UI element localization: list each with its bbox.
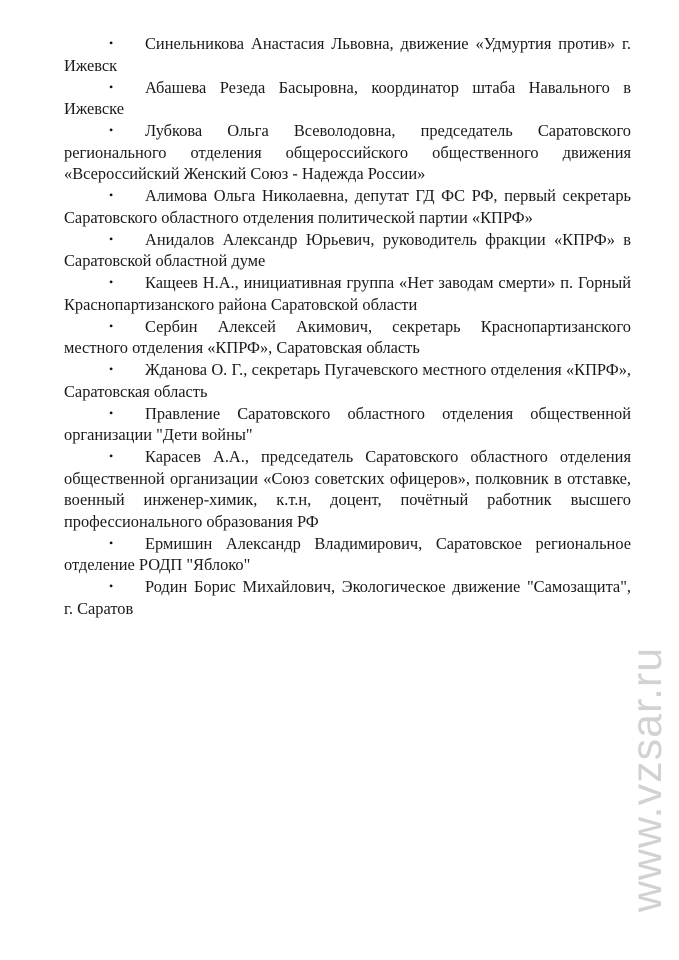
list-item — [64, 446, 631, 532]
bullet-icon: • — [109, 579, 114, 593]
bullet-icon: • — [109, 79, 114, 94]
bullet-icon: • — [109, 275, 114, 289]
bullet-icon: • — [109, 449, 114, 463]
bullet-icon: • — [109, 188, 114, 202]
signatory-text: Сербин Алексей Акимович, секретарь Краснопартизанского местного отделения «КПРФ», Саратовская область — [64, 316, 631, 357]
bullet-icon: • — [109, 231, 114, 246]
signatory-text: Анидалов Александр Юрьевич, руководитель фракции «КПРФ» в Саратовской областной думе — [64, 229, 631, 270]
list-item — [64, 316, 631, 359]
signatory-text: Ермишин Александр Владимирович, Саратовское региональное отделение РОДП "Яблоко" — [64, 533, 631, 574]
list-item — [64, 533, 631, 576]
signatory-text: Синельникова Анастасия Львовна, движение «Удмуртия против» г. Ижевск — [64, 34, 631, 75]
signatory-text: Карасев А.А., председатель Саратовского областного отделения общественной организации «Союз советских офицеров», полковник в отставке, военный инженер-химик, к.т.н, доцент, почётный работник высшего профессионального образования РФ — [64, 447, 631, 531]
list-item — [64, 359, 631, 402]
bullet-icon: • — [109, 318, 114, 333]
signatory-text: Правление Саратовского областного отделения общественной организации "Дети войны" — [64, 403, 631, 444]
list-item — [64, 77, 631, 120]
list-item — [64, 120, 631, 185]
bullet-icon: • — [109, 535, 114, 550]
signatory-text: Жданова О. Г., секретарь Пугачевского местного отделения «КПРФ», Саратовская область — [64, 360, 631, 401]
list-item — [64, 33, 631, 76]
signatory-text: Абашева Резеда Басыровна, координатор штаба Навального в Ижевске — [64, 77, 631, 118]
site-watermark — [622, 612, 674, 947]
signatory-text: Родин Борис Михайлович, Экологическое движение "Самозащита", г. Саратов — [64, 577, 631, 618]
watermark-text: www.vzsar.ru — [623, 646, 672, 913]
signatory-text: Кащеев Н.А., инициативная группа «Нет заводам смерти» п. Горный Краснопартизанского района Саратовской области — [64, 273, 631, 314]
signatory-list — [64, 33, 631, 620]
list-item — [64, 576, 631, 619]
list-item — [64, 272, 631, 315]
list-item — [64, 229, 631, 272]
list-item — [64, 403, 631, 446]
signatory-text: Лубкова Ольга Всеволодовна, председатель Саратовского регионального отделения общероссийского общественного движения «Всероссийский Женский Союз - Надежда России» — [64, 121, 631, 183]
signatory-text: Алимова Ольга Николаевна, депутат ГД ФС РФ, первый секретарь Саратовского областного отделения политической партии «КПРФ» — [64, 186, 631, 227]
bullet-icon: • — [109, 362, 114, 376]
list-item — [64, 185, 631, 228]
bullet-icon: • — [109, 123, 114, 137]
bullet-icon: • — [109, 36, 114, 50]
bullet-icon: • — [109, 405, 114, 420]
